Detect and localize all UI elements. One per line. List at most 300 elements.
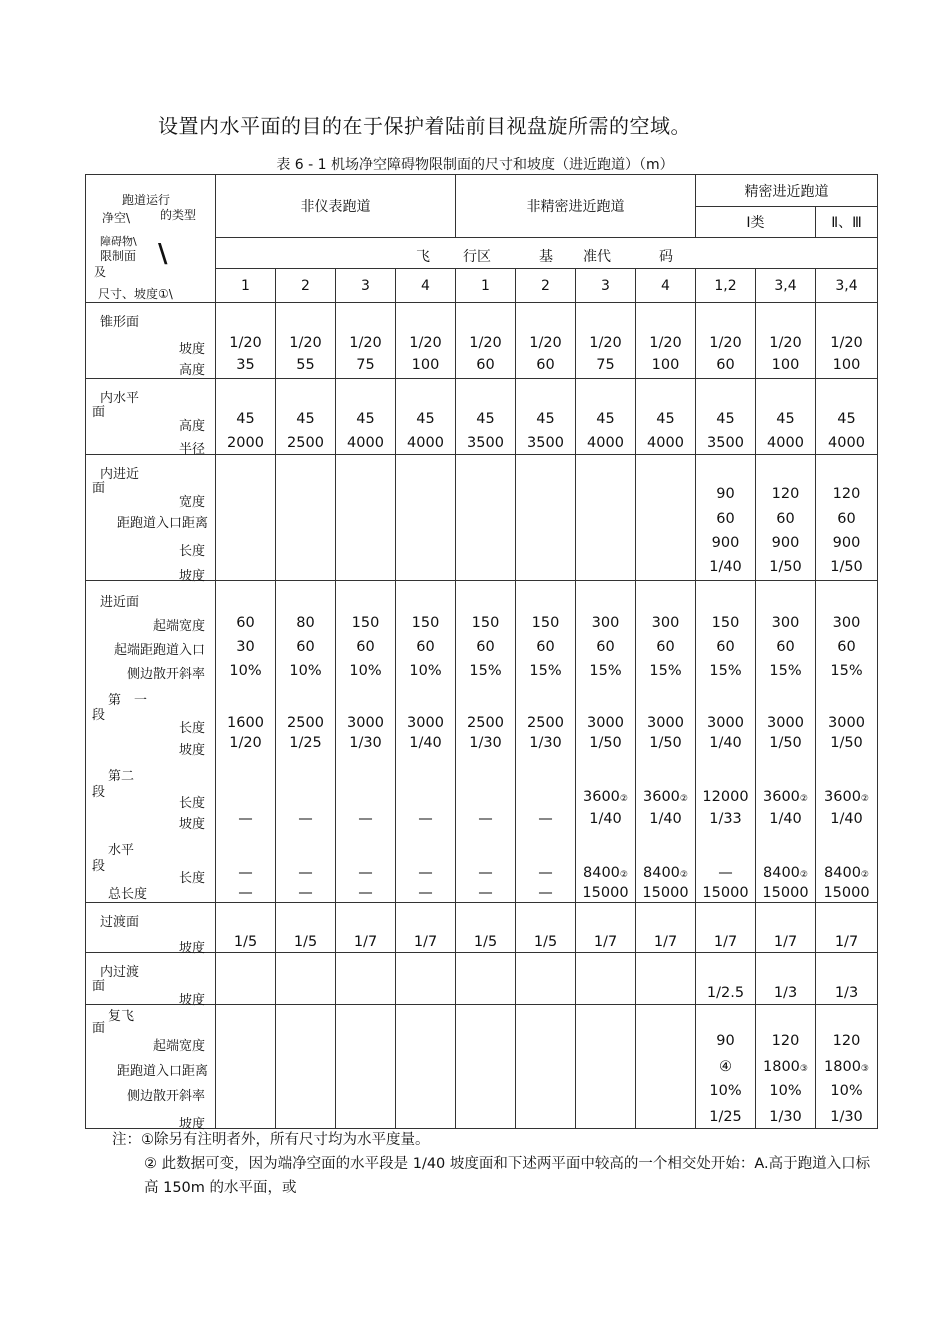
cell-value: 90 [716, 1033, 735, 1049]
row-label: 距跑道入口距离 [116, 1064, 208, 1079]
code-cell: 2 [276, 269, 336, 303]
value-cell [516, 581, 576, 903]
cell-value: 3500 [707, 435, 744, 451]
value-cell [216, 379, 276, 455]
cell-value: 1/5 [473, 934, 498, 950]
cell-value: 150 [411, 615, 440, 631]
value-cell [576, 1005, 636, 1129]
value-cell [576, 379, 636, 455]
cell-value: 1/20 [289, 335, 322, 351]
cell-value: 8400② [763, 865, 808, 881]
cell-value: 1/50 [589, 735, 622, 751]
cell-value: 15000 [823, 885, 870, 901]
cell-value: 4000 [647, 435, 684, 451]
code-char-2: 行区 [463, 249, 491, 265]
cell-value: 10% [289, 663, 322, 679]
cell-value: 60 [656, 639, 675, 655]
section-name: 内过渡 [100, 965, 140, 980]
value-cell [576, 903, 636, 953]
balked-landing-label-cell [86, 1005, 216, 1132]
subsection-name-cont: 段 [92, 785, 106, 800]
cell-value: 60 [536, 357, 555, 373]
value-cell [696, 303, 756, 379]
cell-value: 10% [349, 663, 382, 679]
cell-value: 3500 [527, 435, 564, 451]
cell-value: 3000 [407, 715, 444, 731]
cell-value: 60 [476, 639, 495, 655]
header-precision: 精密进近跑道 [696, 175, 878, 207]
cell-value: 1/2.5 [706, 985, 745, 1001]
section-name: 内进近 [100, 467, 140, 482]
cell-value: — [238, 885, 253, 901]
cell-value: 10% [409, 663, 442, 679]
cell-value: 1/50 [830, 735, 863, 751]
cell-value: 120 [832, 1033, 861, 1049]
cell-value: 100 [832, 357, 861, 373]
row-label: 高度 [178, 363, 205, 378]
value-cell [696, 581, 756, 903]
cell-value: 30 [236, 639, 255, 655]
value-cell [276, 1005, 336, 1129]
inner-horizontal-label-cell [86, 379, 216, 455]
cell-value: 8400② [824, 865, 869, 881]
value-cell [216, 953, 276, 1005]
row-label: 长度 [178, 871, 205, 886]
cell-value: 120 [832, 486, 861, 502]
cell-value: — [478, 811, 493, 827]
cell-value: 1/40 [769, 811, 802, 827]
cell-value: 15% [469, 663, 502, 679]
cell-value: 1/7 [413, 934, 438, 950]
cell-value: 60 [837, 639, 856, 655]
value-cell [636, 581, 696, 903]
value-cell [576, 953, 636, 1005]
row-label: 坡度 [178, 342, 205, 357]
cell-value: 4000 [828, 435, 865, 451]
cell-value: — [418, 885, 433, 901]
inner-approach-label-cell [86, 455, 216, 584]
row-label: 起端宽度 [152, 1039, 205, 1054]
cell-value: — [358, 811, 373, 827]
section-name: 过渡面 [100, 915, 140, 930]
section-name-cont: 面 [92, 979, 106, 994]
cell-value: 90 [716, 486, 735, 502]
cell-value: 1/30 [349, 735, 382, 751]
row-label: 宽度 [178, 495, 205, 510]
code-cell: 1 [216, 269, 276, 303]
value-cell [396, 903, 456, 953]
note-1: 注：①除另有注明者外，所有尺寸均为水平度量。 [112, 1132, 430, 1148]
code-cell: 3,4 [756, 269, 816, 303]
code-cell: 3,4 [816, 269, 878, 303]
cell-value: 1/7 [834, 934, 859, 950]
value-cell [576, 303, 636, 379]
cell-value: 15000 [762, 885, 809, 901]
value-cell [636, 953, 696, 1005]
row-label: 高度 [178, 419, 205, 434]
value-cell [456, 903, 516, 953]
cell-value: 1/3 [773, 985, 798, 1001]
header-non-precision: 非精密进近跑道 [456, 175, 696, 238]
row-label: 起端距跑道入口 [113, 643, 205, 658]
code-cell: 1 [456, 269, 516, 303]
section-name: 进近面 [100, 595, 140, 610]
cell-value: 4000 [407, 435, 444, 451]
row-inner-transitional [86, 953, 878, 1005]
row-label: 半径 [178, 442, 205, 457]
cell-value: 10% [830, 1083, 863, 1099]
value-cell [576, 455, 636, 581]
cell-value: 15% [709, 663, 742, 679]
value-cell [696, 1005, 756, 1129]
row-balked-landing [86, 1005, 878, 1129]
cell-value: 3000 [828, 715, 865, 731]
conical-label-cell [86, 303, 216, 379]
cell-value: 8400② [583, 865, 628, 881]
value-cell [816, 455, 878, 581]
cell-value: 1/20 [469, 335, 502, 351]
cell-value: 15000 [702, 885, 749, 901]
row-label: 侧边散开斜率 [126, 1089, 205, 1104]
value-cell [816, 1005, 878, 1129]
inner-transitional-label-cell [86, 953, 216, 1008]
value-cell [396, 455, 456, 581]
corner-limit-surface: 限制面 [100, 249, 137, 263]
section-name: 复飞 [108, 1009, 135, 1024]
cell-value: — [298, 865, 313, 881]
cell-value: 1/7 [593, 934, 618, 950]
cell-value: 3000 [707, 715, 744, 731]
value-cell [396, 953, 456, 1005]
cell-value: 8400② [643, 865, 688, 881]
row-approach [86, 581, 878, 903]
cell-value: 1/7 [353, 934, 378, 950]
row-label: 侧边散开斜率 [126, 667, 205, 682]
cell-value: 35 [236, 357, 255, 373]
header-code-row [216, 238, 878, 269]
cell-value: 120 [771, 1033, 800, 1049]
cell-value: 15000 [642, 885, 689, 901]
cell-value: 3600② [763, 789, 808, 805]
cell-value: 3000 [587, 715, 624, 731]
cell-value: 1/40 [830, 811, 863, 827]
cell-value: 1/5 [533, 934, 558, 950]
cell-value: 45 [536, 411, 555, 427]
cell-value: 1/40 [589, 811, 622, 827]
value-cell [216, 303, 276, 379]
cell-value: 75 [596, 357, 615, 373]
cell-value: 150 [531, 615, 560, 631]
value-cell [396, 1005, 456, 1129]
value-cell [456, 1005, 516, 1129]
value-cell [336, 1005, 396, 1129]
cell-value: 1/40 [649, 811, 682, 827]
cell-value: 3600② [824, 789, 869, 805]
code-cell: 2 [516, 269, 576, 303]
cell-value: 1800③ [824, 1059, 869, 1075]
cell-value: 4000 [767, 435, 804, 451]
value-cell [756, 455, 816, 581]
cell-value: 100 [651, 357, 680, 373]
value-cell [276, 303, 336, 379]
cell-value: 2500 [287, 715, 324, 731]
cell-value: 45 [656, 411, 675, 427]
cell-value: — [298, 811, 313, 827]
value-cell [636, 903, 696, 953]
cell-value: 15% [830, 663, 863, 679]
cell-value: 60 [236, 615, 255, 631]
cell-value: 1/20 [229, 735, 262, 751]
code-cell: 4 [636, 269, 696, 303]
cell-value: 900 [711, 535, 740, 551]
cell-value: — [238, 865, 253, 881]
cell-value: — [358, 885, 373, 901]
value-cell [456, 953, 516, 1005]
cell-value: 4000 [587, 435, 624, 451]
table-corner-header [86, 175, 216, 303]
row-label: 坡度 [178, 743, 205, 758]
cell-value: 60 [716, 511, 735, 527]
cell-value: 300 [832, 615, 861, 631]
cell-value: 1/30 [830, 1109, 863, 1125]
cell-value: 1/40 [709, 735, 742, 751]
cell-value: 100 [771, 357, 800, 373]
cell-value: 300 [591, 615, 620, 631]
cell-value: 1/30 [469, 735, 502, 751]
cell-value: 1/5 [233, 934, 258, 950]
value-cell [336, 455, 396, 581]
corner-slash: \ [158, 239, 168, 269]
cell-value: 3000 [647, 715, 684, 731]
row-inner-horizontal [86, 379, 878, 455]
cell-value: — [358, 865, 373, 881]
value-cell [756, 953, 816, 1005]
cell-value: — [298, 885, 313, 901]
header-cat1: Ⅰ类 [696, 207, 816, 238]
value-cell [516, 455, 576, 581]
value-cell [636, 303, 696, 379]
value-cell [816, 581, 878, 903]
cell-value: 12000 [702, 789, 749, 805]
cell-value: 1/50 [769, 735, 802, 751]
corner-obstacle: 障碍物\ [100, 235, 137, 248]
row-label: 长度 [178, 721, 205, 736]
value-cell [336, 379, 396, 455]
value-cell [636, 379, 696, 455]
cell-value: 1/33 [709, 811, 742, 827]
value-cell [396, 303, 456, 379]
cell-value: 60 [296, 639, 315, 655]
cell-value: 3000 [767, 715, 804, 731]
value-cell [756, 903, 816, 953]
cell-value: 2500 [527, 715, 564, 731]
row-label: 距跑道入口距离 [116, 516, 208, 531]
row-label: 长度 [178, 544, 205, 559]
cell-value: 1/30 [529, 735, 562, 751]
corner-dims: 尺寸、坡度①\ [98, 287, 173, 301]
value-cell [516, 953, 576, 1005]
cell-value: — [538, 885, 553, 901]
approach-label-cell [86, 581, 216, 903]
cell-value: 80 [296, 615, 315, 631]
subsection-name-cont: 段 [92, 859, 106, 874]
cell-value: 1/50 [649, 735, 682, 751]
cell-value: 60 [416, 639, 435, 655]
value-cell [336, 953, 396, 1005]
row-label: 坡度 [178, 1117, 205, 1132]
row-label: 总长度 [108, 887, 148, 902]
cell-value: — [538, 811, 553, 827]
value-cell [456, 581, 516, 903]
value-cell [276, 953, 336, 1005]
cell-value: — [718, 865, 733, 881]
row-label: 坡度 [178, 817, 205, 832]
cell-value: 1/20 [709, 335, 742, 351]
value-cell [456, 379, 516, 455]
cell-value: 1/20 [349, 335, 382, 351]
code-char-1: 飞 [416, 249, 430, 265]
cell-value: 45 [476, 411, 495, 427]
cell-value: 1/40 [409, 735, 442, 751]
cell-value: 1/50 [769, 559, 802, 575]
cell-value: 3600② [583, 789, 628, 805]
subsection-name: 第二 [108, 769, 135, 784]
cell-value: 60 [776, 511, 795, 527]
value-cell [516, 903, 576, 953]
cell-value: — [418, 811, 433, 827]
value-cell [216, 903, 276, 953]
cell-value: 15% [529, 663, 562, 679]
row-label: 坡度 [178, 941, 205, 956]
cell-value: 15% [649, 663, 682, 679]
value-cell [516, 303, 576, 379]
cell-value: 1/20 [409, 335, 442, 351]
table-caption: 表 6 - 1 机场净空障碍物限制面的尺寸和坡度（进近跑道）（m） [276, 157, 674, 173]
value-cell [396, 581, 456, 903]
cell-value: 3600② [643, 789, 688, 805]
value-cell [696, 379, 756, 455]
cell-value: 150 [711, 615, 740, 631]
cell-value: 1/40 [709, 559, 742, 575]
corner-clearance: 净空\ [102, 211, 131, 225]
cell-value: 60 [536, 639, 555, 655]
cell-value: 1/5 [293, 934, 318, 950]
value-cell [336, 581, 396, 903]
row-transitional [86, 903, 878, 953]
cell-value: 1800③ [763, 1059, 808, 1075]
cell-value: 1/50 [830, 559, 863, 575]
cell-value: 150 [471, 615, 500, 631]
code-char-5: 码 [659, 249, 673, 265]
section-name-cont: 面 [92, 405, 106, 420]
cell-value: 60 [776, 639, 795, 655]
value-cell [216, 1005, 276, 1129]
cell-value: 10% [709, 1083, 742, 1099]
cell-value: 900 [771, 535, 800, 551]
value-cell [696, 953, 756, 1005]
value-cell [276, 903, 336, 953]
cell-value: 1/30 [769, 1109, 802, 1125]
cell-value: 10% [229, 663, 262, 679]
cell-value: 15000 [582, 885, 629, 901]
cell-value: 1600 [227, 715, 264, 731]
section-name: 锥形面 [100, 315, 140, 330]
cell-value: 60 [716, 357, 735, 373]
value-cell [636, 455, 696, 581]
cell-value: — [418, 865, 433, 881]
value-cell [756, 1005, 816, 1129]
cell-value: 1/20 [229, 335, 262, 351]
code-cell: 3 [336, 269, 396, 303]
value-cell [756, 581, 816, 903]
section-name: 内水平 [100, 391, 140, 406]
value-cell [576, 581, 636, 903]
section-name-cont: 面 [92, 1021, 106, 1036]
row-conical [86, 303, 878, 379]
cell-value: 1/7 [713, 934, 738, 950]
cell-value: 15% [589, 663, 622, 679]
cell-value: 3500 [467, 435, 504, 451]
subsection-name-cont: 段 [92, 708, 106, 723]
cell-value: 150 [351, 615, 380, 631]
value-cell [696, 903, 756, 953]
value-cell [696, 455, 756, 581]
value-cell [276, 455, 336, 581]
value-cell [456, 455, 516, 581]
cell-value: 900 [832, 535, 861, 551]
intro-paragraph: 设置内水平面的目的在于保护着陆前目视盘旋所需的空域。 [158, 114, 691, 138]
value-cell [276, 379, 336, 455]
cell-value: 2500 [287, 435, 324, 451]
cell-value: 1/25 [709, 1109, 742, 1125]
value-cell [216, 581, 276, 903]
cell-value: 300 [651, 615, 680, 631]
cell-value: 1/20 [830, 335, 863, 351]
value-cell [336, 303, 396, 379]
cell-value: 60 [837, 511, 856, 527]
row-label: 坡度 [178, 993, 205, 1008]
header-cat23: Ⅱ、Ⅲ [816, 207, 878, 238]
value-cell [756, 303, 816, 379]
header-non-instrument: 非仪表跑道 [216, 175, 456, 238]
cell-value: 45 [416, 411, 435, 427]
value-cell [756, 379, 816, 455]
cell-value: 45 [236, 411, 255, 427]
value-cell [816, 379, 878, 455]
cell-value: 1/3 [834, 985, 859, 1001]
code-cell: 1,2 [696, 269, 756, 303]
value-cell [636, 1005, 696, 1129]
row-label: 坡度 [178, 569, 205, 584]
cell-value: 1/20 [529, 335, 562, 351]
row-inner-approach [86, 455, 878, 581]
cell-value: 300 [771, 615, 800, 631]
cell-value: — [538, 865, 553, 881]
corner-runway-type-2: 的类型 [160, 208, 197, 222]
cell-value: 1/25 [289, 735, 322, 751]
cell-value: 60 [476, 357, 495, 373]
cell-value: 60 [716, 639, 735, 655]
subsection-name: 第 一 [108, 693, 148, 708]
cell-value: 2500 [467, 715, 504, 731]
cell-value: 45 [296, 411, 315, 427]
cell-value: 45 [776, 411, 795, 427]
value-cell [396, 379, 456, 455]
value-cell [816, 303, 878, 379]
section-name-cont: 面 [92, 481, 106, 496]
code-char-3: 基 [539, 249, 553, 265]
code-cell: 3 [576, 269, 636, 303]
